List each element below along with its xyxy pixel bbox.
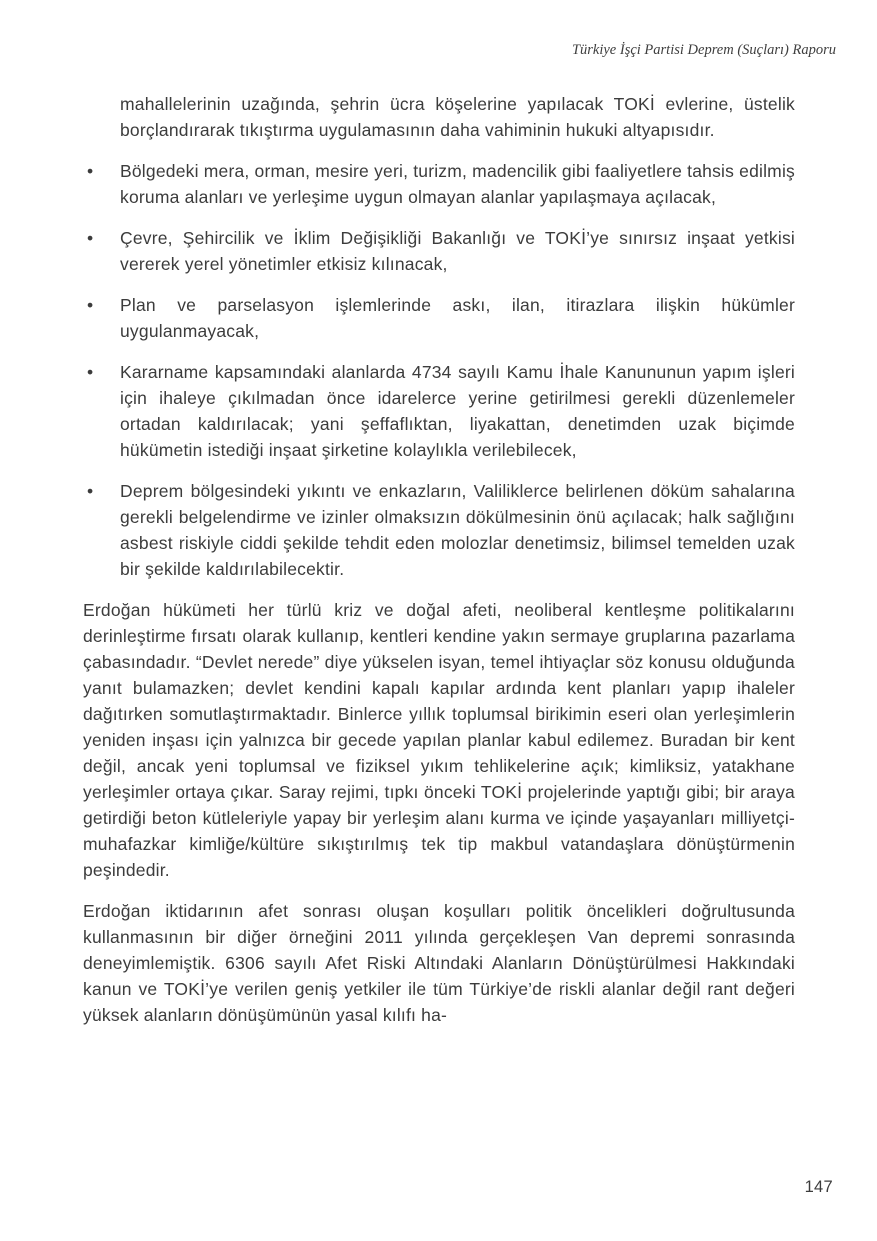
bullet-icon: • [87, 161, 94, 181]
bullet-text: Plan ve parselasyon işlemlerinde askı, ilan, itirazlara ilişkin hükümler uygulanmayacak, [120, 295, 795, 341]
list-item [83, 478, 795, 582]
paragraph-continuation: mahallelerinin uzağında, şehrin ücra köşelerine yapılacak TOKİ evlerine, üstelik borçlandırarak tıkıştırma uygulamasının daha vahiminin hukuki altyapısıdır. [120, 94, 795, 140]
bullet-text: Bölgedeki mera, orman, mesire yeri, turizm, madencilik gibi faaliyetlere tahsis edilmiş koruma alanları ve yerleşime uygun olmayan alanlar yapılaşmaya açılacak, [120, 161, 795, 207]
bullet-icon: • [87, 362, 94, 382]
list-item [83, 158, 795, 210]
bullet-icon: • [87, 295, 94, 315]
page-number: 147 [804, 1178, 833, 1196]
body-paragraph: Erdoğan iktidarının afet sonrası oluşan koşulları politik öncelikleri doğrultusunda kullanmasının bir diğer örneğini 2011 yılında gerçekleşen Van depremi sonrasında deneyimlemiştik. 6306 sayılı Afet Riski Altındaki Alanların Dönüştürülmesi Hakkındaki kanun ve TOKİ’ye verilen geniş yetkiler ile tüm Türkiye’de riskli alanlar değil rant değeri yüksek alanların dönüşümünün yasal kılıfı ha- [83, 901, 795, 1025]
bullet-text: Çevre, Şehircilik ve İklim Değişikliği Bakanlığı ve TOKİ’ye sınırsız inşaat yetkisi vererek yerel yönetimler etkisiz kılınacak, [120, 228, 795, 274]
list-item [83, 225, 795, 277]
list-item [83, 292, 795, 344]
bullet-icon: • [87, 481, 94, 501]
bullet-text: Kararname kapsamındaki alanlarda 4734 sayılı Kamu İhale Kanununun yapım işleri için ihaleye çıkılmadan önce idarelerce yerine getirilmesi gerekli düzenlemeler ortadan kaldırılacak; yani şeffaflıktan, liyakattan, denetimden uzak biçimde hükümetin istediği inşaat şirketine kolaylıkla verilebilecek, [120, 362, 795, 460]
bullet-icon: • [87, 228, 94, 248]
running-header: Türkiye İşçi Partisi Deprem (Suçları) Raporu [571, 42, 836, 58]
bullet-text: Deprem bölgesindeki yıkıntı ve enkazların, Valiliklerce belirlenen döküm sahalarına gerekli belgelendirme ve izinler olmaksızın dökülmesinin önü açılacak; halk sağlığını asbest riskiyle ciddi şekilde tehdit eden molozlar denetimsiz, bilimsel temelden uzak bir şekilde kaldırılabilecektir. [120, 481, 795, 579]
list-item [83, 359, 795, 463]
body-paragraph: Erdoğan hükümeti her türlü kriz ve doğal afeti, neoliberal kentleşme politikalarını derinleştirme fırsatı olarak kullanıp, kentleri kendine yakın sermaye gruplarına pazarlama çabasındadır. “Devlet nerede” diye yükselen isyan, temel ihtiyaçlar söz konusu olduğunda yanıt bulamazken; devlet kendini kapalı kapılar ardında kent planları yapıp ihaleler dağıtırken somutlaştırmaktadır. Binlerce yıllık toplumsal birikimin eseri olan yerleşimlerin yeniden inşası için yalnızca bir gecede yapılan planlar kabul edilemez. Buradan bir kent değil, ancak yeni toplumsal ve fiziksel yıkım tehlikelerine açık; kimliksiz, yatakhane yerleşimler ortaya çıkar. Saray rejimi, tıpkı önceki TOKİ projelerinde yaptığı gibi; bir araya getirdiği beton kütleleriyle yapay bir yerleşim alanı kurma ve içinde yaşayanları milliyetçi-muhafazkar kimliğe/kültüre sıkıştırılmış tek tip makbul vatandaşlara dönüştürmenin peşindedir. [83, 600, 795, 880]
bullet-list [83, 158, 795, 582]
